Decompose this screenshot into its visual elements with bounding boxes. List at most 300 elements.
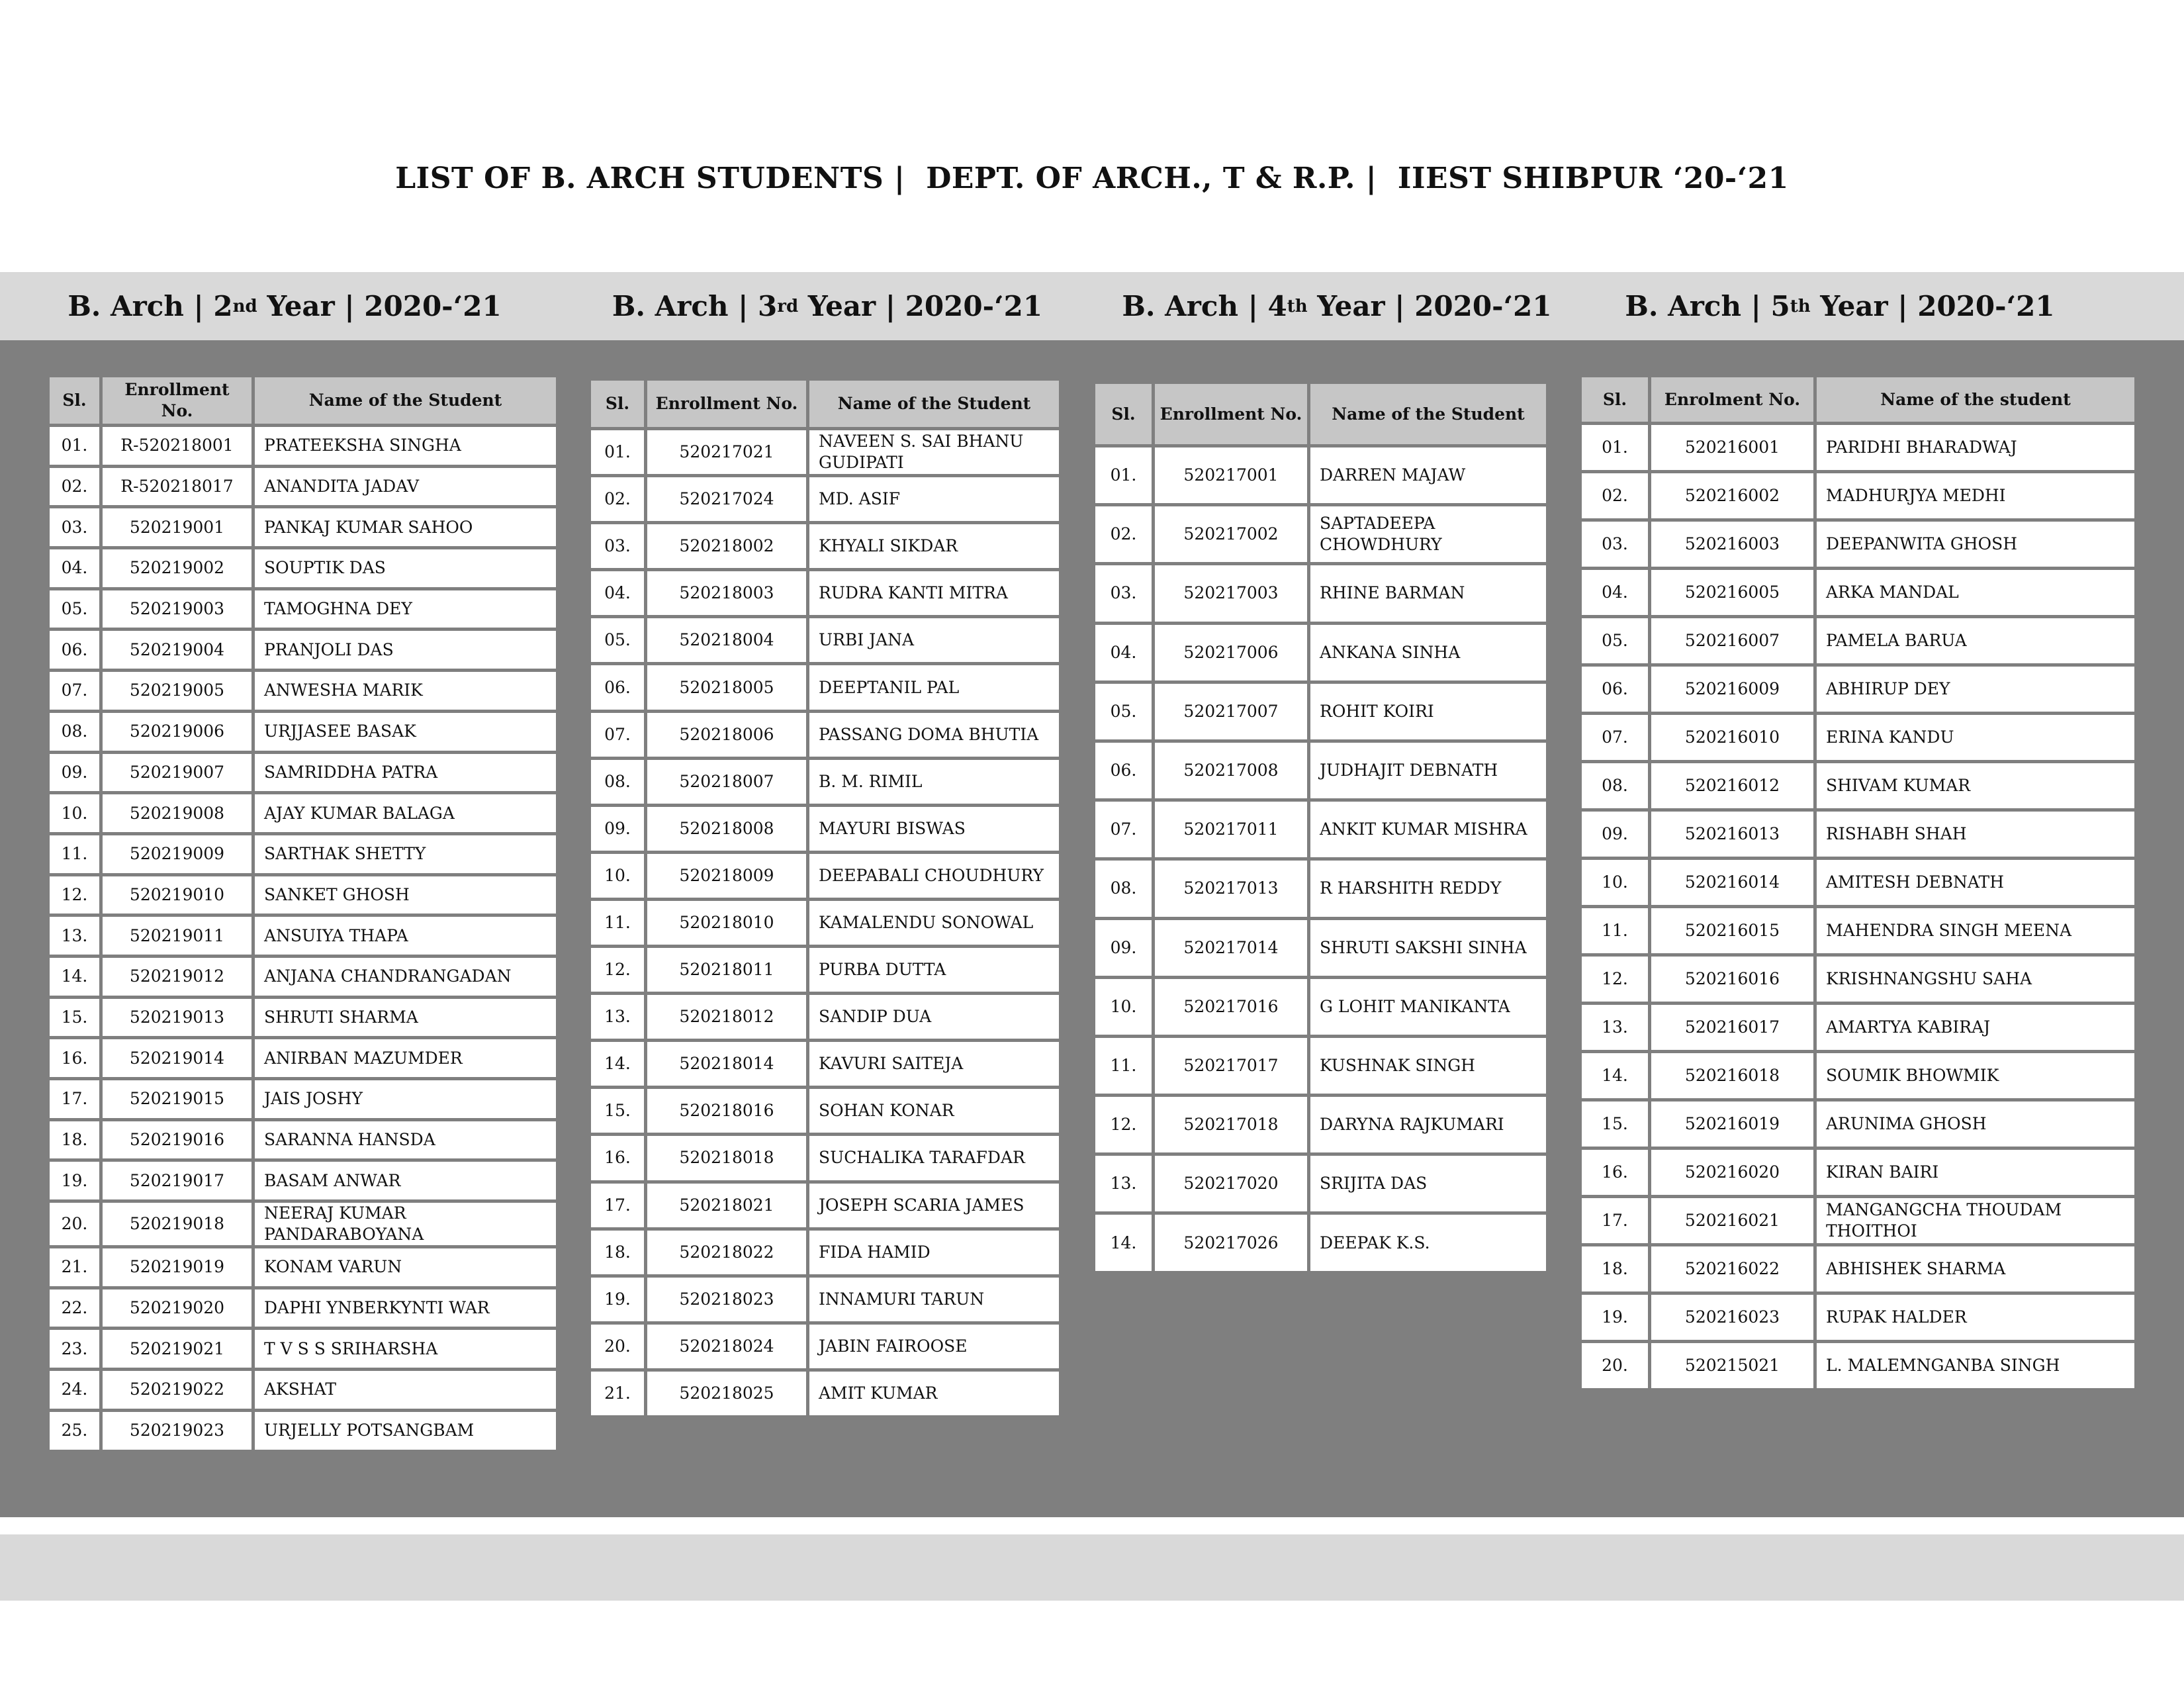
serial-cell: 09. — [590, 805, 646, 852]
enrollment-cell: 520216017 — [1650, 1004, 1815, 1052]
enrollment-cell: 520217013 — [1154, 859, 1309, 918]
table-row — [1094, 1036, 1548, 1095]
student-name-cell: SARTHAK SHETTY — [253, 833, 558, 874]
student-name-cell: URJJASEE BASAK — [253, 711, 558, 752]
table-row — [48, 1288, 558, 1329]
serial-cell: 04. — [1580, 569, 1650, 617]
serial-cell: 11. — [1580, 907, 1650, 955]
serial-cell: 07. — [590, 711, 646, 758]
student-name-cell: PRATEEKSHA SINGHA — [253, 426, 558, 467]
table-row — [1094, 1154, 1548, 1213]
enrollment-cell: 520217014 — [1154, 918, 1309, 977]
student-name-cell: URBI JANA — [808, 617, 1061, 664]
student-name-cell: DEEPAK K.S. — [1309, 1213, 1548, 1272]
serial-cell: 10. — [1094, 977, 1154, 1036]
serial-cell: 10. — [590, 852, 646, 899]
serial-cell: 16. — [48, 1038, 101, 1079]
table-row — [590, 711, 1061, 758]
serial-cell: 23. — [48, 1329, 101, 1370]
student-name-cell: NAVEEN S. SAI BHANU GUDIPATI — [808, 429, 1061, 476]
table-row — [590, 1229, 1061, 1276]
enrollment-cell: R-520218017 — [101, 466, 253, 507]
enrollment-cell: 520219018 — [101, 1201, 253, 1247]
student-name-cell: PASSANG DOMA BHUTIA — [808, 711, 1061, 758]
enrollment-cell: 520218022 — [646, 1229, 808, 1276]
enrollment-cell: 520218011 — [646, 947, 808, 994]
serial-cell: 02. — [48, 466, 101, 507]
student-name-cell: PARIDHI BHARADWAJ — [1815, 424, 2136, 472]
student-name-cell: ERINA KANDU — [1815, 714, 2136, 762]
serial-cell: 03. — [48, 507, 101, 548]
student-name-cell: TAMOGHNA DEY — [253, 588, 558, 630]
serial-cell: 05. — [1094, 682, 1154, 741]
enrollment-cell: 520216002 — [1650, 472, 1815, 520]
table-row — [590, 805, 1061, 852]
enrollment-cell: 520217026 — [1154, 1213, 1309, 1272]
enrollment-cell: 520216016 — [1650, 955, 1815, 1004]
serial-cell: 12. — [48, 874, 101, 915]
student-name-cell: ANKIT KUMAR MISHRA — [1309, 800, 1548, 859]
name-header: Name of the Student — [1309, 383, 1548, 446]
table-row — [590, 617, 1061, 664]
enrollment-cell: 520216018 — [1650, 1052, 1815, 1100]
serial-cell: 02. — [1094, 505, 1154, 564]
student-name-cell: JAIS JOSHY — [253, 1079, 558, 1120]
student-name-cell: AKSHAT — [253, 1370, 558, 1411]
enrollment-header: Enrolment No. — [1650, 376, 1815, 424]
student-name-cell: MAYURI BISWAS — [808, 805, 1061, 852]
serial-cell: 01. — [590, 429, 646, 476]
table-row — [48, 1079, 558, 1120]
title-text: Year | 2020-‘21 — [1307, 290, 1552, 322]
enrollment-cell: 520216013 — [1650, 810, 1815, 859]
serial-cell: 13. — [1580, 1004, 1650, 1052]
serial-cell: 21. — [48, 1247, 101, 1288]
student-name-cell: ANKANA SINHA — [1309, 623, 1548, 682]
enrollment-cell: 520219004 — [101, 630, 253, 671]
table-row — [590, 1088, 1061, 1135]
table-row — [590, 899, 1061, 946]
enrollment-cell: 520217002 — [1154, 505, 1309, 564]
student-name-cell: ROHIT KOIRI — [1309, 682, 1548, 741]
serial-cell: 05. — [48, 588, 101, 630]
table-row — [48, 752, 558, 793]
student-name-cell: SANDIP DUA — [808, 994, 1061, 1041]
enrollment-cell: 520218004 — [646, 617, 808, 664]
serial-cell: 21. — [590, 1370, 646, 1417]
student-name-cell: SAPTADEEPA CHOWDHURY — [1309, 505, 1548, 564]
serial-cell: 07. — [1094, 800, 1154, 859]
enrollment-cell: 520218025 — [646, 1370, 808, 1417]
table-row — [48, 588, 558, 630]
name-header: Name of the Student — [253, 376, 558, 426]
table-row — [1094, 800, 1548, 859]
serial-cell: 12. — [1580, 955, 1650, 1004]
serial-cell: 12. — [590, 947, 646, 994]
student-name-cell: SANKET GHOSH — [253, 874, 558, 915]
student-name-cell: SHRUTI SAKSHI SINHA — [1309, 918, 1548, 977]
table-row — [48, 1160, 558, 1201]
serial-cell: 06. — [1094, 741, 1154, 800]
table-row — [1094, 682, 1548, 741]
student-name-cell: ABHISHEK SHARMA — [1815, 1245, 2136, 1293]
student-name-cell: ANIRBAN MAZUMDER — [253, 1038, 558, 1079]
serial-cell: 08. — [1580, 762, 1650, 810]
enrollment-cell: 520218008 — [646, 805, 808, 852]
student-name-cell: RISHABH SHAH — [1815, 810, 2136, 859]
serial-cell: 04. — [590, 570, 646, 617]
students-table-2nd-year — [46, 374, 559, 1453]
serial-cell: 19. — [1580, 1293, 1650, 1342]
page-title: LIST OF B. ARCH STUDENTS | DEPT. OF ARCH., T & R.P. | IIEST SHIBPUR ‘20-‘21 — [395, 162, 1789, 195]
enrollment-cell: 520219021 — [101, 1329, 253, 1370]
table-row — [48, 915, 558, 957]
table-row — [48, 711, 558, 752]
serial-cell: 08. — [590, 758, 646, 805]
table-row — [48, 671, 558, 712]
table-row — [590, 570, 1061, 617]
student-name-cell: RUPAK HALDER — [1815, 1293, 2136, 1342]
enrollment-cell: 520218010 — [646, 899, 808, 946]
student-name-cell: T V S S SRIHARSHA — [253, 1329, 558, 1370]
serial-cell: 14. — [48, 956, 101, 997]
table-row — [48, 1329, 558, 1370]
section-header-band — [0, 272, 2184, 340]
table-header-row — [1580, 376, 2136, 424]
enrollment-cell: 520216021 — [1650, 1197, 1815, 1245]
enrollment-cell: 520219010 — [101, 874, 253, 915]
student-name-cell: MD. ASIF — [808, 476, 1061, 523]
student-name-cell: BASAM ANWAR — [253, 1160, 558, 1201]
student-name-cell: ARUNIMA GHOSH — [1815, 1100, 2136, 1149]
serial-cell: 01. — [1094, 446, 1154, 505]
serial-cell: 14. — [590, 1041, 646, 1088]
enrollment-cell: 520217021 — [646, 429, 808, 476]
student-name-cell: KONAM VARUN — [253, 1247, 558, 1288]
table-row — [1580, 472, 2136, 520]
students-table-3rd-year — [588, 377, 1062, 1419]
enrollment-cell: 520217001 — [1154, 446, 1309, 505]
table-row — [48, 466, 558, 507]
serial-cell: 09. — [1580, 810, 1650, 859]
enrollment-cell: 520217017 — [1154, 1036, 1309, 1095]
serial-cell: 20. — [48, 1201, 101, 1247]
table-row — [48, 956, 558, 997]
student-name-cell: ABHIRUP DEY — [1815, 665, 2136, 714]
table-row — [48, 548, 558, 589]
enrollment-cell: 520218014 — [646, 1041, 808, 1088]
table-row — [1580, 955, 2136, 1004]
serial-cell: 18. — [590, 1229, 646, 1276]
sl-header: Sl. — [48, 376, 101, 426]
table-row — [590, 476, 1061, 523]
title-text: B. Arch | 3 — [612, 290, 778, 322]
enrollment-cell: 520219014 — [101, 1038, 253, 1079]
student-name-cell: RUDRA KANTI MITRA — [808, 570, 1061, 617]
student-name-cell: KIRAN BAIRI — [1815, 1149, 2136, 1197]
serial-cell: 07. — [48, 671, 101, 712]
table-row — [1580, 714, 2136, 762]
table-row — [1580, 762, 2136, 810]
enrollment-cell: 520219017 — [101, 1160, 253, 1201]
name-header: Name of the student — [1815, 376, 2136, 424]
enrollment-cell: 520218024 — [646, 1323, 808, 1370]
table-header-row — [48, 376, 558, 426]
table-row — [590, 1182, 1061, 1229]
table-row — [590, 1041, 1061, 1088]
students-table-4th-year — [1092, 381, 1549, 1274]
enrollment-cell: 520215021 — [1650, 1342, 1815, 1390]
student-name-cell: DARYNA RAJKUMARI — [1309, 1096, 1548, 1154]
enrollment-cell: 520219008 — [101, 793, 253, 834]
student-name-cell: DEEPTANIL PAL — [808, 664, 1061, 711]
enrollment-cell: 520219012 — [101, 956, 253, 997]
enrollment-cell: 520217018 — [1154, 1096, 1309, 1154]
serial-cell: 22. — [48, 1288, 101, 1329]
student-name-cell: SHIVAM KUMAR — [1815, 762, 2136, 810]
enrollment-cell: 520216019 — [1650, 1100, 1815, 1149]
table-row — [48, 1038, 558, 1079]
serial-cell: 11. — [48, 833, 101, 874]
table-row — [1094, 859, 1548, 918]
serial-cell: 09. — [48, 752, 101, 793]
student-name-cell: KAVURI SAITEJA — [808, 1041, 1061, 1088]
enrollment-header: Enrollment No. — [101, 376, 253, 426]
table-row — [1580, 1197, 2136, 1245]
table-row — [590, 852, 1061, 899]
enrollment-cell: 520219019 — [101, 1247, 253, 1288]
table-row — [1580, 1293, 2136, 1342]
serial-cell: 16. — [1580, 1149, 1650, 1197]
student-name-cell: SOUMIK BHOWMIK — [1815, 1052, 2136, 1100]
student-name-cell: SHRUTI SHARMA — [253, 997, 558, 1038]
table-row — [48, 630, 558, 671]
title-text: Year | 2020-‘21 — [257, 290, 502, 322]
table-row — [1094, 505, 1548, 564]
student-name-cell: ANWESHA MARIK — [253, 671, 558, 712]
serial-cell: 08. — [1094, 859, 1154, 918]
serial-cell: 17. — [48, 1079, 101, 1120]
enrollment-cell: 520216009 — [1650, 665, 1815, 714]
enrollment-cell: 520216015 — [1650, 907, 1815, 955]
serial-cell: 04. — [1094, 623, 1154, 682]
enrollment-cell: R-520218001 — [101, 426, 253, 467]
student-name-cell: MAHENDRA SINGH MEENA — [1815, 907, 2136, 955]
enrollment-cell: 520217008 — [1154, 741, 1309, 800]
serial-cell: 18. — [1580, 1245, 1650, 1293]
student-name-cell: ARKA MANDAL — [1815, 569, 2136, 617]
student-name-cell: AJAY KUMAR BALAGA — [253, 793, 558, 834]
table-row — [1094, 977, 1548, 1036]
table-row — [1094, 1096, 1548, 1154]
enrollment-cell: 520216003 — [1650, 520, 1815, 569]
enrollment-cell: 520219005 — [101, 671, 253, 712]
enrollment-header: Enrollment No. — [646, 379, 808, 429]
serial-cell: 06. — [48, 630, 101, 671]
enrollment-cell: 520219020 — [101, 1288, 253, 1329]
enrollment-cell: 520219002 — [101, 548, 253, 589]
serial-cell: 03. — [1580, 520, 1650, 569]
table-row — [590, 1370, 1061, 1417]
enrollment-cell: 520217007 — [1154, 682, 1309, 741]
enrollment-cell: 520216012 — [1650, 762, 1815, 810]
enrollment-cell: 520219011 — [101, 915, 253, 957]
enrollment-cell: 520218016 — [646, 1088, 808, 1135]
enrollment-cell: 520218005 — [646, 664, 808, 711]
student-name-cell: SRIJITA DAS — [1309, 1154, 1548, 1213]
student-name-cell: RHINE BARMAN — [1309, 564, 1548, 623]
enrollment-cell: 520216010 — [1650, 714, 1815, 762]
table-row — [1580, 1100, 2136, 1149]
enrollment-cell: 520218002 — [646, 523, 808, 570]
serial-cell: 02. — [1580, 472, 1650, 520]
table-row — [48, 1119, 558, 1160]
serial-cell: 17. — [590, 1182, 646, 1229]
serial-cell: 02. — [590, 476, 646, 523]
table-row — [48, 833, 558, 874]
enrollment-cell: 520216007 — [1650, 617, 1815, 665]
table-row — [48, 507, 558, 548]
table-row — [1580, 617, 2136, 665]
table-row — [1094, 623, 1548, 682]
serial-cell: 25. — [48, 1410, 101, 1451]
enrollment-cell: 520219009 — [101, 833, 253, 874]
student-name-cell: INNAMURI TARUN — [808, 1276, 1061, 1323]
table-row — [48, 793, 558, 834]
table-row — [48, 426, 558, 467]
student-name-cell: KRISHNANGSHU SAHA — [1815, 955, 2136, 1004]
serial-cell: 06. — [590, 664, 646, 711]
table-row — [1094, 918, 1548, 977]
table-row — [590, 664, 1061, 711]
student-name-cell: PURBA DUTTA — [808, 947, 1061, 994]
enrollment-cell: 520218023 — [646, 1276, 808, 1323]
table-row — [1094, 564, 1548, 623]
serial-cell: 03. — [590, 523, 646, 570]
student-name-cell: ANJANA CHANDRANGADAN — [253, 956, 558, 997]
serial-cell: 19. — [590, 1276, 646, 1323]
enrollment-cell: 520219015 — [101, 1079, 253, 1120]
student-name-cell: URJELLY POTSANGBAM — [253, 1410, 558, 1451]
table-row — [1580, 1004, 2136, 1052]
title-text: Year | 2020-‘21 — [798, 290, 1043, 322]
table-row — [1580, 1342, 2136, 1390]
student-name-cell: KUSHNAK SINGH — [1309, 1036, 1548, 1095]
title-text: B. Arch | 2 — [68, 290, 233, 322]
table-row — [590, 994, 1061, 1041]
student-name-cell: MANGANGCHA THOUDAM THOITHOI — [1815, 1197, 2136, 1245]
student-name-cell: SAMRIDDHA PATRA — [253, 752, 558, 793]
enrollment-cell: 520219006 — [101, 711, 253, 752]
student-name-cell: SARANNA HANSDA — [253, 1119, 558, 1160]
enrollment-cell: 520218007 — [646, 758, 808, 805]
enrollment-cell: 520217024 — [646, 476, 808, 523]
enrollment-cell: 520219013 — [101, 997, 253, 1038]
table-row — [1580, 665, 2136, 714]
serial-cell: 05. — [590, 617, 646, 664]
student-name-cell: DEEPANWITA GHOSH — [1815, 520, 2136, 569]
table-row — [48, 997, 558, 1038]
student-name-cell: R HARSHITH REDDY — [1309, 859, 1548, 918]
student-name-cell: SOHAN KONAR — [808, 1088, 1061, 1135]
student-name-cell: ANANDITA JADAV — [253, 466, 558, 507]
student-name-cell: SOUPTIK DAS — [253, 548, 558, 589]
student-name-cell: DEEPABALI CHOUDHURY — [808, 852, 1061, 899]
student-name-cell: AMARTYA KABIRAJ — [1815, 1004, 2136, 1052]
enrollment-cell: 520218012 — [646, 994, 808, 1041]
footer-band — [0, 1534, 2184, 1601]
serial-cell: 14. — [1094, 1213, 1154, 1272]
table-row — [1580, 1149, 2136, 1197]
sl-header: Sl. — [1094, 383, 1154, 446]
student-name-cell: PANKAJ KUMAR SAHOO — [253, 507, 558, 548]
table-header-row — [590, 379, 1061, 429]
student-name-cell: KHYALI SIKDAR — [808, 523, 1061, 570]
table-row — [48, 874, 558, 915]
student-name-cell: JOSEPH SCARIA JAMES — [808, 1182, 1061, 1229]
title-text: B. Arch | 5 — [1625, 290, 1790, 322]
section-title-5th-year: B. Arch | 5 th Year | 2020-‘21 — [1625, 290, 2055, 322]
table-row — [590, 1276, 1061, 1323]
table-row — [1580, 907, 2136, 955]
serial-cell: 18. — [48, 1119, 101, 1160]
enrollment-cell: 520216001 — [1650, 424, 1815, 472]
table-row — [590, 429, 1061, 476]
section-title-2nd-year: B. Arch | 2 nd Year | 2020-‘21 — [68, 290, 502, 322]
serial-cell: 14. — [1580, 1052, 1650, 1100]
enrollment-cell: 520217020 — [1154, 1154, 1309, 1213]
serial-cell: 15. — [590, 1088, 646, 1135]
enrollment-cell: 520219001 — [101, 507, 253, 548]
student-name-cell: AMITESH DEBNATH — [1815, 859, 2136, 907]
table-row — [48, 1201, 558, 1247]
enrollment-cell: 520216020 — [1650, 1149, 1815, 1197]
table-row — [590, 1323, 1061, 1370]
enrollment-cell: 520216005 — [1650, 569, 1815, 617]
student-name-cell: FIDA HAMID — [808, 1229, 1061, 1276]
student-name-cell: B. M. RIMIL — [808, 758, 1061, 805]
student-name-cell: G LOHIT MANIKANTA — [1309, 977, 1548, 1036]
serial-cell: 13. — [1094, 1154, 1154, 1213]
student-name-cell: NEERAJ KUMAR PANDARABOYANA — [253, 1201, 558, 1247]
title-text: Year | 2020-‘21 — [1810, 290, 2055, 322]
table-row — [1094, 1213, 1548, 1272]
enrollment-header: Enrollment No. — [1154, 383, 1309, 446]
table-row — [1094, 446, 1548, 505]
enrollment-cell: 520217006 — [1154, 623, 1309, 682]
serial-cell: 11. — [1094, 1036, 1154, 1095]
table-row — [1580, 520, 2136, 569]
enrollment-cell: 520218009 — [646, 852, 808, 899]
table-header-row — [1094, 383, 1548, 446]
enrollment-cell: 520218021 — [646, 1182, 808, 1229]
enrollment-cell: 520219003 — [101, 588, 253, 630]
table-row — [48, 1410, 558, 1451]
enrollment-cell: 520216022 — [1650, 1245, 1815, 1293]
enrollment-cell: 520217003 — [1154, 564, 1309, 623]
title-text: B. Arch | 4 — [1122, 290, 1287, 322]
table-row — [1580, 424, 2136, 472]
serial-cell: 24. — [48, 1370, 101, 1411]
serial-cell: 04. — [48, 548, 101, 589]
students-table-5th-year — [1578, 374, 2138, 1391]
serial-cell: 06. — [1580, 665, 1650, 714]
student-name-cell: JUDHAJIT DEBNATH — [1309, 741, 1548, 800]
enrollment-cell: 520217011 — [1154, 800, 1309, 859]
table-row — [1580, 1052, 2136, 1100]
table-row — [1580, 810, 2136, 859]
table-row — [590, 758, 1061, 805]
